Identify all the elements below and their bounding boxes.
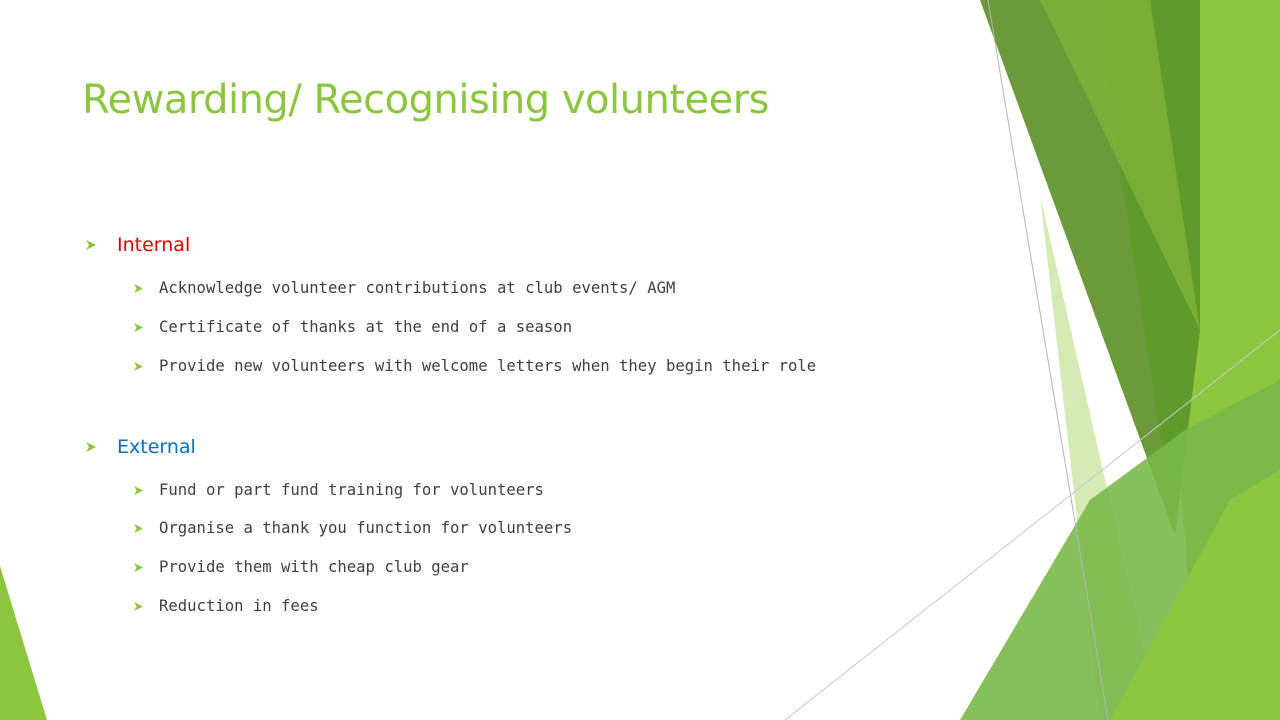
arrowhead-bullet-icon	[134, 524, 143, 533]
arrowhead-bullet-icon	[134, 323, 143, 332]
list-item-label: Acknowledge volunteer contributions at club events/ AGM	[159, 279, 676, 297]
list-item-label: Provide them with cheap club gear	[159, 558, 469, 576]
list-item-label: Organise a thank you function for volunteers	[159, 519, 573, 537]
arrowhead-bullet-icon	[134, 284, 143, 293]
arrowhead-bullet-icon	[86, 240, 96, 250]
left-corner-facet	[0, 566, 47, 720]
list-item-label: Certificate of thanks at the end of a season	[159, 318, 573, 336]
section-heading-label: External	[117, 436, 196, 458]
arrowhead-bullet-icon	[134, 602, 143, 611]
arrowhead-bullet-icon	[134, 563, 143, 572]
arrowhead-bullet-icon	[86, 442, 96, 452]
list-item-label: Reduction in fees	[159, 597, 319, 615]
slide-title: Rewarding/ Recognising volunteers	[82, 77, 769, 123]
section-heading-label: Internal	[117, 234, 191, 256]
arrowhead-bullet-icon	[134, 362, 143, 371]
list-item-label: Provide new volunteers with welcome letters when they begin their role	[159, 357, 817, 375]
list-item-label: Fund or part fund training for volunteers	[159, 481, 544, 499]
arrowhead-bullet-icon	[134, 486, 143, 495]
